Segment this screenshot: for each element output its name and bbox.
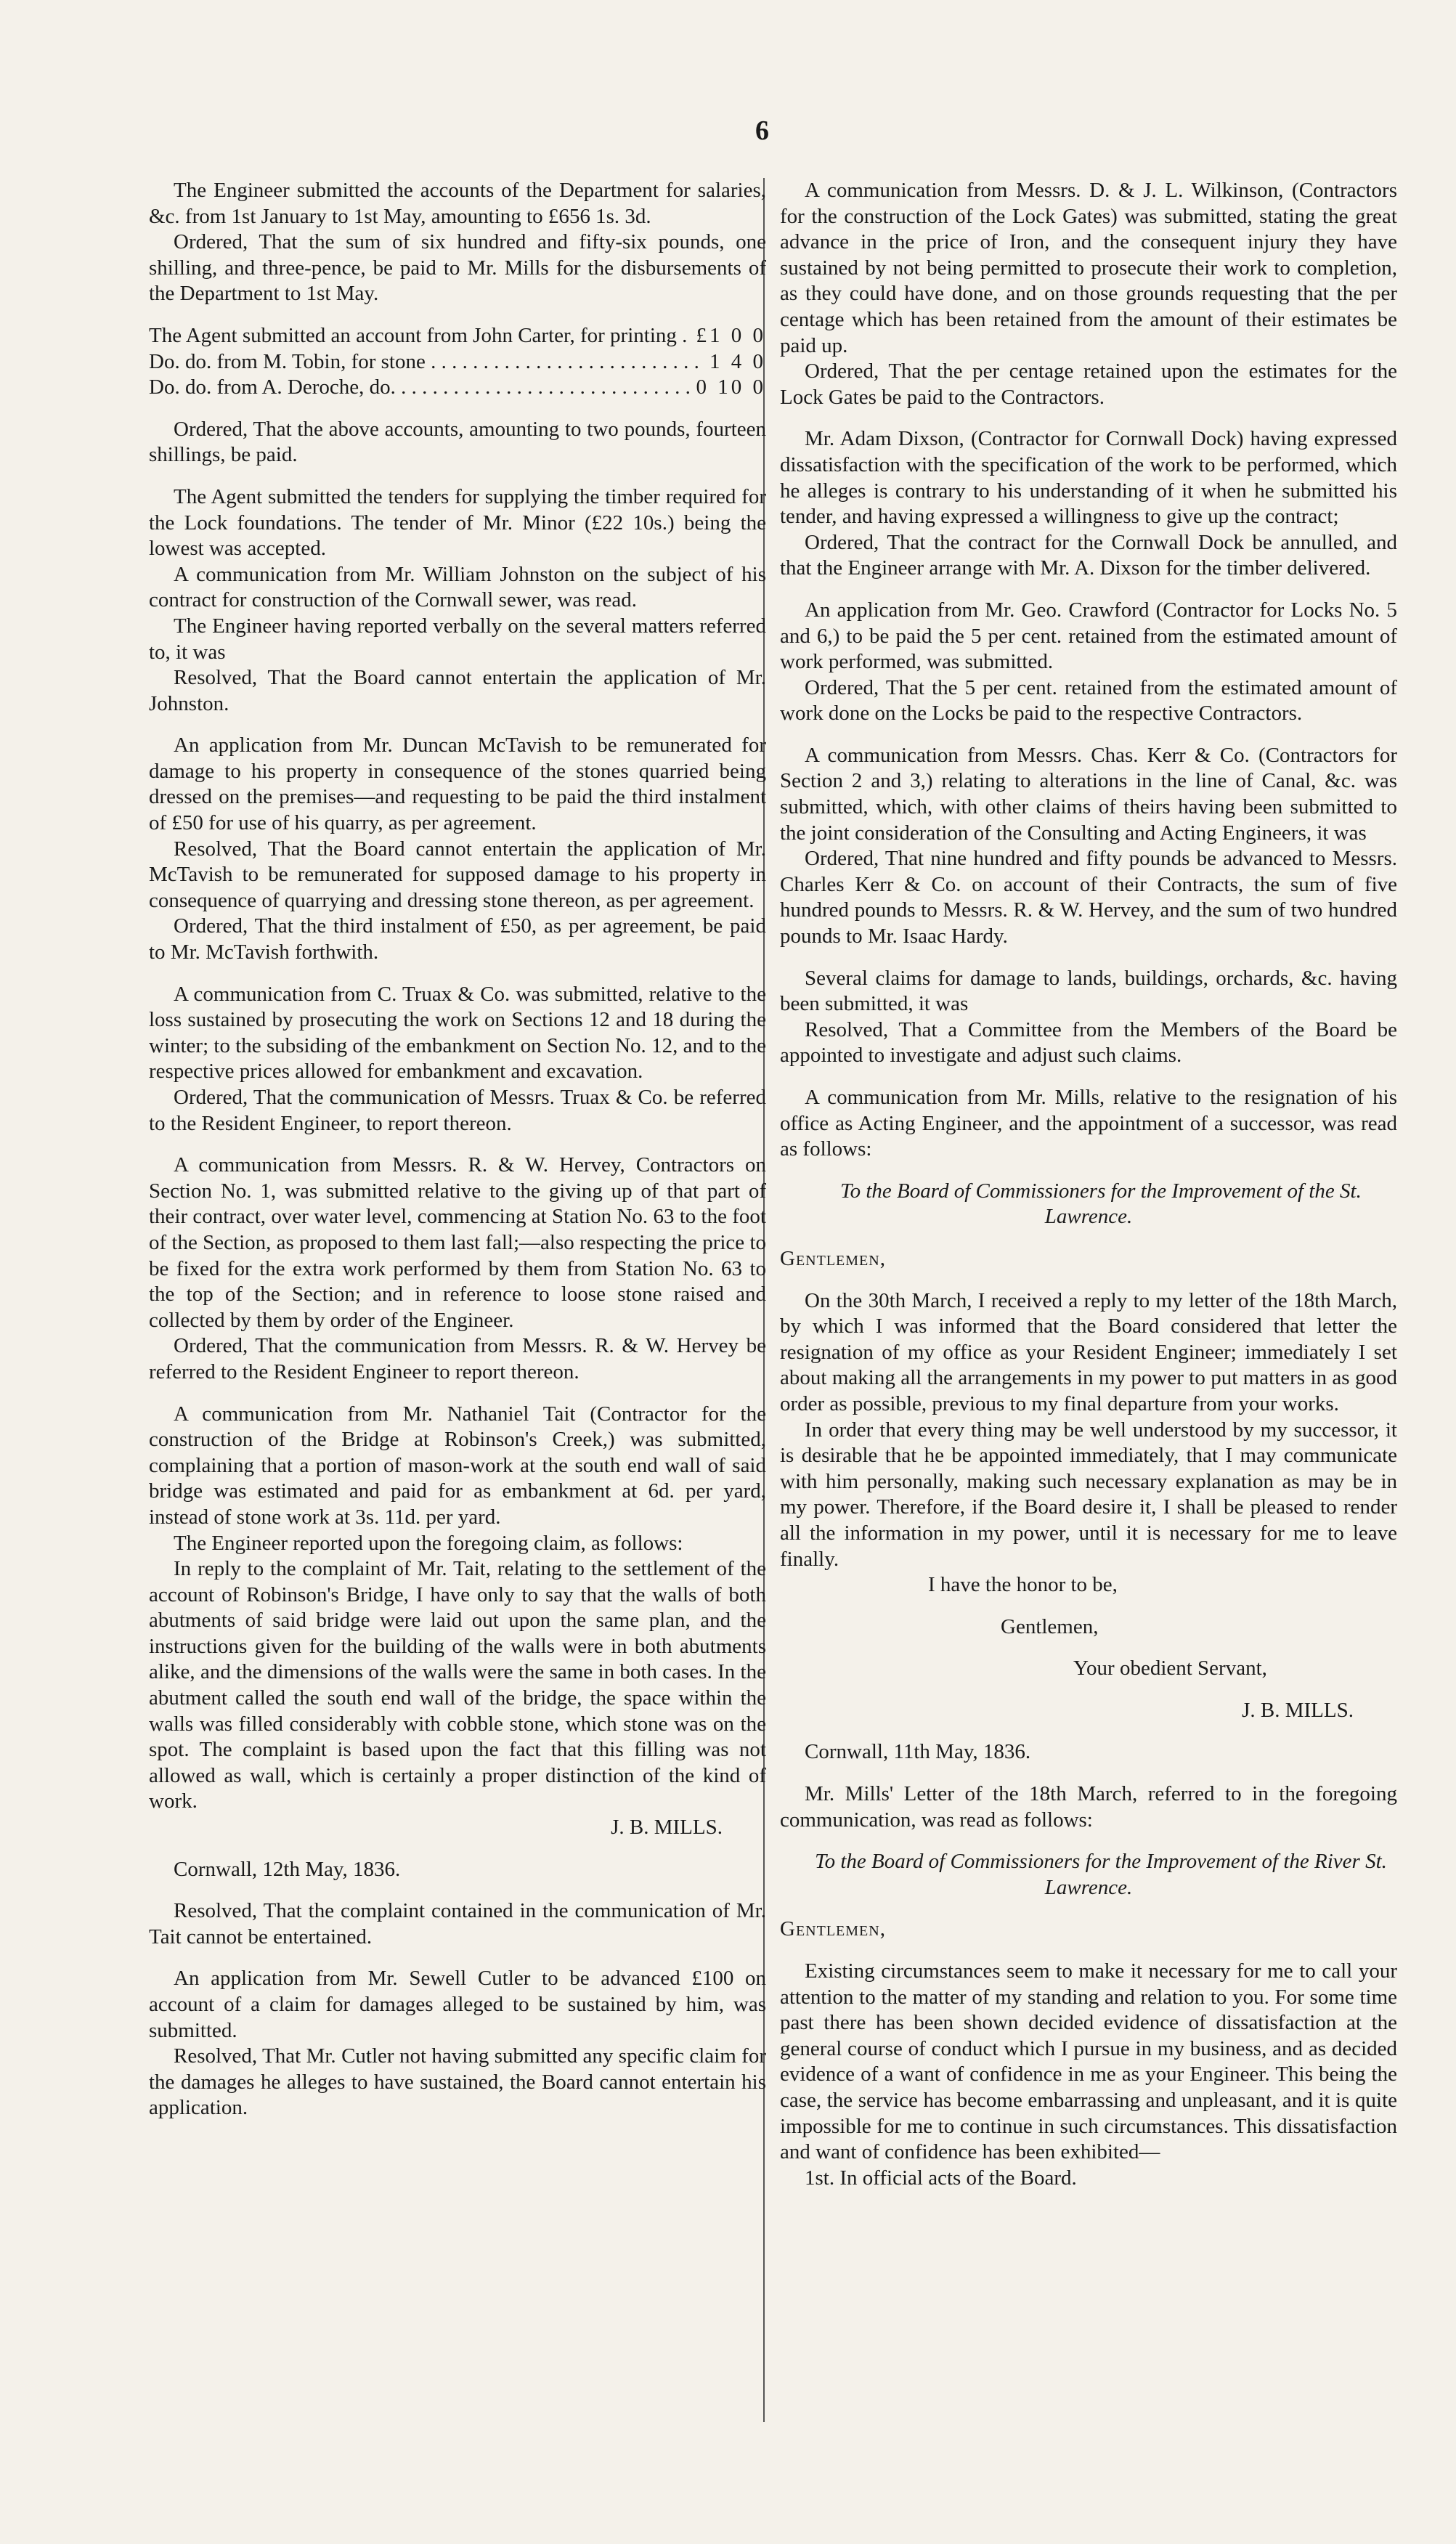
paragraph: Ordered, That the third instalment of £50, as per agreement, be paid to Mr. McTavish forthwith. [149, 914, 766, 964]
paragraph: A communication from Mr. Mills, relative to the resignation of his office as Acting Engineer, and the appointment of a successor, was read as follows: [780, 1086, 1397, 1161]
paragraph: Ordered, That the communication from Messrs. R. & W. Hervey be referred to the Resident Engineer to report thereon. [149, 1334, 766, 1383]
account-row [149, 375, 766, 401]
right-column [780, 178, 1397, 2191]
paragraph: Ordered, That the per centage retained upon the estimates for the Lock Gates be paid to the Contractors. [780, 359, 1397, 409]
account-amount: 1 4 0 [709, 349, 766, 373]
letter-body: On the 30th March, I received a reply to my letter of the 18th March, by which I was informed that the Board considered that letter the resignation of my office as your Resident Engineer; immediately I set about making all the arrangements in my power to put matters in as good order as possible, previous to my final departure from your works. [780, 1288, 1397, 1415]
letter-body: In order that every thing may be well understood by my successor, it is desirable that he be appointed immediately, that I may communicate with him personally, making such necessary explanation as may be in my power. Therefore, if the Board desire it, I shall be pleased to render all the information in my power, until it is necessary for me to leave finally. [780, 1418, 1397, 1571]
paragraph: Resolved, That Mr. Cutler not having submitted any specific claim for the damages he alleges to have sustained, the Board cannot entertain his application. [149, 2044, 766, 2120]
paragraph: Ordered, That the communication of Messrs. Truax & Co. be referred to the Resident Engineer, to report thereon. [149, 1086, 766, 1135]
letter-address: To the Board of Commissioners for the Improvement of the St. Lawrence. [840, 1179, 1362, 1229]
account-label: Do. do. from A. Deroche, do. . . . [149, 375, 691, 401]
paragraph: An application from Mr. Sewell Cutler to be advanced £100 on account of a claim for damages alleged to be sustained by him, was submitted. [149, 1967, 766, 2042]
paragraph: An application from Mr. Geo. Crawford (Contractor for Locks No. 5 and 6,) to be paid the 5 per cent. retained from the estimated amount of work performed, was submitted. [780, 598, 1397, 674]
paragraph: Ordered, That the contract for the Cornwall Dock be annulled, and that the Engineer arrange with Mr. A. Dixson for the timber delivered. [780, 530, 1397, 580]
account-row [149, 323, 766, 349]
paragraph: The Engineer reported upon the foregoing claim, as follows: [174, 1531, 683, 1555]
letter-body: 1st. In official acts of the Board. [805, 2166, 1077, 2190]
accounts-list [149, 323, 766, 401]
dateline: Cornwall, 11th May, 1836. [805, 1740, 1031, 1764]
paragraph: A communication from C. Truax & Co. was submitted, relative to the loss sustained by prosecuting the work on Sections 12 and 18 during the winter; to the subsiding of the embankment on Section No. 12, and to the respective prices allowed for embankment and excavation. [149, 982, 766, 1084]
letter-address: To the Board of Commissioners for the Improvement of the River St. Lawrence. [815, 1850, 1387, 1899]
letter-body: Existing circumstances seem to make it necessary for me to call your attention to the matter of my standing and relation to you. For some time past there has been shown decided evidence of dissatisfaction at the general course of conduct which I pursue in my business, and as decided evidence of a want of confidence in me as your Engineer. This being the case, the service has become embarrassing and unpleasant, and it is quite impossible for me to continue in such circumstances. This dissatisfaction and want of confidence has been exhibited— [780, 1959, 1397, 2164]
paragraph: Resolved, That a Committee from the Members of the Board be appointed to investigate and adjust such claims. [780, 1017, 1397, 1068]
dateline: Cornwall, 12th May, 1836. [174, 1857, 401, 1881]
paragraph: The Agent submitted the tenders for supplying the timber required for the Lock foundations. The tender of Mr. Minor (£22 10s.) being the lowest was accepted. [149, 484, 766, 561]
paragraph: Several claims for damage to lands, buildings, orchards, &c. having been submitted, it was [780, 966, 1397, 1016]
letter-greeting: Gentlemen, [780, 1246, 886, 1270]
account-label: The Agent submitted an account from John Carter, for printing . . . [149, 323, 691, 349]
paragraph: Ordered, That the above accounts, amounting to two pounds, fourteen shillings, be paid. [149, 417, 766, 467]
account-label: Do. do. from M. Tobin, for stone . . . [149, 349, 704, 375]
paragraph: Resolved, That the complaint contained in the communication of Mr. Tait cannot be entertained. [149, 1899, 766, 1948]
paragraph: Mr. Mills' Letter of the 18th March, referred to in the foregoing communication, was read as follows: [780, 1782, 1397, 1832]
paragraph: A communication from Mr. Nathaniel Tait (Contractor for the construction of the Bridge at Robinson's Creek,) was submitted, complaining that a portion of mason-work at the south end wall of said bridge was estimated and paid for as embankment at 6d. per yard, instead of stone work at 3s. 11d. per yard. [149, 1402, 766, 1529]
letter-closing: I have the honor to be, [928, 1573, 1118, 1597]
paragraph: Ordered, That the sum of six hundred and fifty-six pounds, one shilling, and three-pence, be paid to Mr. Mills for the disbursements of the Department to 1st May. [149, 230, 766, 306]
paragraph: Ordered, That the 5 per cent. retained from the estimated amount of work done on the Locks be paid to the respective Contractors. [780, 675, 1397, 726]
letter-greeting: Gentlemen, [780, 1917, 886, 1941]
account-row [149, 349, 766, 375]
paragraph: The Engineer submitted the accounts of the Department for salaries, &c. from 1st January to 1st May, amounting to £656 1s. 3d. [149, 179, 766, 228]
paragraph: Ordered, That nine hundred and fifty pounds be advanced to Messrs. Charles Kerr & Co. on account of their Contracts, the sum of five hundred pounds to Messrs. R. & W. Hervey, and the sum of two hundred pounds to Mr. Isaac Hardy. [780, 847, 1397, 948]
paragraph: Resolved, That the Board cannot entertain the application of Mr. McTavish to be remunerated for supposed damage to his property in consequence of quarrying and dressing stone thereon, as per agreement. [149, 837, 766, 912]
account-amount: £1 0 0 [696, 323, 766, 347]
letter-closing: Your obedient Servant, [1073, 1657, 1267, 1681]
account-amount: 0 10 0 [696, 375, 766, 399]
signature: J. B. MILLS. [611, 1816, 723, 1840]
page-number: 6 [755, 115, 769, 146]
paragraph: A communication from Mr. William Johnston on the subject of his contract for construction of the Cornwall sewer, was read. [149, 562, 766, 612]
quoted-letter: In reply to the complaint of Mr. Tait, relating to the settlement of the account of Robinson's Bridge, I have only to say that the walls of both abutments of said bridge were laid out upon the same plan, and the instructions given for the building of the walls were in both abutments alike, and the dimensions of the walls were the same in both cases. In the abutment called the south end wall of the bridge, the space within the walls was filled considerably with cobble stone, which stone was on the spot. The complaint is based upon the fact that this filling was not allowed as wall, which is certainly a proper distinction of the kind of work. [149, 1557, 766, 1813]
signature: J. B. MILLS. [1242, 1698, 1354, 1722]
paragraph: A communication from Messrs. D. & J. L. Wilkinson, (Contractors for the construction of the Lock Gates) was submitted, stating the great advance in the price of Iron, and the consequent injury they have sustained by not being permitted to prosecute their work to completion, as they could have done, and on those grounds requesting that the per centage which has been retained from the amount of their estimates be paid up. [780, 179, 1397, 357]
paragraph: Resolved, That the Board cannot entertain the application of Mr. Johnston. [149, 666, 766, 715]
paragraph: The Engineer having reported verbally on the several matters referred to, it was [149, 614, 766, 664]
letter-closing: Gentlemen, [1001, 1614, 1099, 1638]
paragraph: A communication from Messrs. R. & W. Hervey, Contractors on Section No. 1, was submitted relative to the giving up of that part of their contract, over water level, commencing at Station No. 63 to the foot of the Section, as proposed to them last fall;—also respecting the price to be fixed for the extra work performed by them from Station No. 63 to the top of the Section; and in reference to loose stone raised and collected by them by order of the Engineer. [149, 1153, 766, 1332]
paragraph: A communication from Messrs. Chas. Kerr & Co. (Contractors for Section 2 and 3,) relating to alterations in the line of Canal, &c. was submitted, which, with other claims of theirs having been submitted to the joint consideration of the Consulting and Acting Engineers, it was [780, 743, 1397, 845]
left-column [149, 178, 766, 2137]
paragraph: Mr. Adam Dixson, (Contractor for Cornwall Dock) having expressed dissatisfaction with the specification of the work to be performed, which he alleges is contrary to his understanding of it when he submitted his tender, and having expressed a willingness to give up the contract; [780, 427, 1397, 529]
paragraph: An application from Mr. Duncan McTavish to be remunerated for damage to his property in consequence of the stones quarried being dressed on the premises—and requesting to be paid the third instalment of £50 for use of his quarry, as per agreement. [149, 733, 766, 835]
